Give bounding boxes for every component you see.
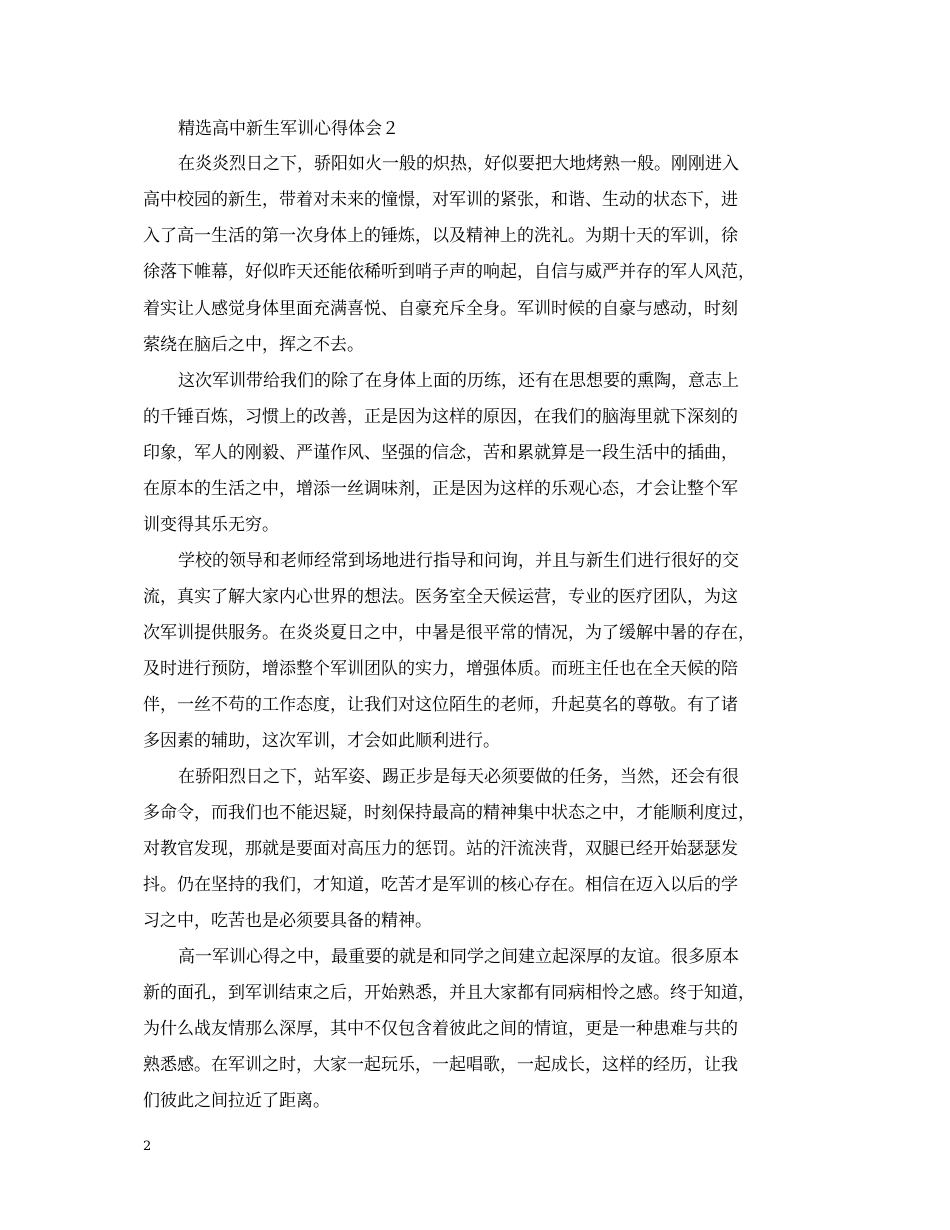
text-line: 印象，军人的刚毅、严谨作风、坚强的信念，苦和累就算是一段生活中的插曲， [143, 443, 738, 463]
text-line: 及时进行预防，增添整个军训团队的实力，增强体质。而班主任也在全天候的陪 [143, 659, 738, 679]
text-line: 训变得其乐无穷。 [143, 515, 279, 535]
text-line: 萦绕在脑后之中，挥之不去。 [143, 335, 364, 355]
text-line: 在原本的生活之中，增添一丝调味剂，正是因为这样的乐观心态，才会让整个军 [143, 479, 738, 499]
text-line: 流，真实了解大家内心世界的想法。医务室全天候运营，专业的医疗团队，为这 [143, 587, 738, 607]
text-line: 熟悉感。在军训之时，大家一起玩乐，一起唱歌，一起成长，这样的经历，让我 [143, 1055, 738, 1075]
text-line: 这次军训带给我们的除了在身体上面的历练，还有在思想要的熏陶，意志上 [178, 371, 739, 391]
text-line: 在骄阳烈日之下，站军姿、踢正步是每天必须要做的任务，当然，还会有很 [178, 767, 739, 787]
text-line: 多命令，而我们也不能迟疑，时刻保持最高的精神集中状态之中，才能顺利度过， [143, 803, 755, 823]
text-line: 学校的领导和老师经常到场地进行指导和问询，并且与新生们进行很好的交 [178, 551, 739, 571]
text-line: 新的面孔，到军训结束之后，开始熟悉，并且大家都有同病相怜之感。终于知道， [143, 983, 755, 1003]
text-line: 多因素的辅助，这次军训，才会如此顺利进行。 [143, 731, 500, 751]
text-line: 在炎炎烈日之下，骄阳如火一般的炽热，好似要把大地烤熟一般。刚刚进入 [178, 154, 739, 174]
text-line: 为什么战友情那么深厚，其中不仅包含着彼此之间的情谊，更是一种患难与共的 [143, 1019, 738, 1039]
text-line: 着实让人感觉身体里面充满喜悦、自豪充斥全身。军训时候的自豪与感动，时刻 [143, 299, 738, 319]
text-line: 抖。仍在坚持的我们，才知道，吃苦才是军训的核心存在。相信在迈入以后的学 [143, 875, 738, 895]
text-line: 习之中，吃苦也是必须要具备的精神。 [143, 911, 432, 931]
text-line: 伴，一丝不苟的工作态度，让我们对这位陌生的老师，升起莫名的尊敬。有了诸 [143, 695, 738, 715]
text-line: 们彼此之间拉近了距离。 [143, 1091, 330, 1111]
text-line: 高一军训心得之中，最重要的就是和同学之间建立起深厚的友谊。很多原本 [178, 947, 739, 967]
text-line: 的千锤百炼，习惯上的改善，正是因为这样的原因，在我们的脑海里就下深刻的 [143, 407, 738, 427]
document-title: 精选高中新生军训心得体会２ [178, 119, 399, 139]
text-line: 入了高一生活的第一次身体上的锤炼，以及精神上的洗礼。为期十天的军训，徐 [143, 226, 738, 246]
text-line: 对教官发现，那就是要面对高压力的惩罚。站的汗流浃背，双腿已经开始瑟瑟发 [143, 839, 738, 859]
page-number: 2 [143, 1139, 152, 1154]
text-line: 徐落下帷幕，好似昨天还能依稀听到哨子声的响起，自信与威严并存的军人风范， [143, 262, 755, 282]
text-line: 次军训提供服务。在炎炎夏日之中，中暑是很平常的情况，为了缓解中暑的存在， [143, 623, 755, 643]
text-line: 高中校园的新生，带着对未来的憧憬，对军训的紧张，和谐、生动的状态下，进 [143, 190, 738, 210]
